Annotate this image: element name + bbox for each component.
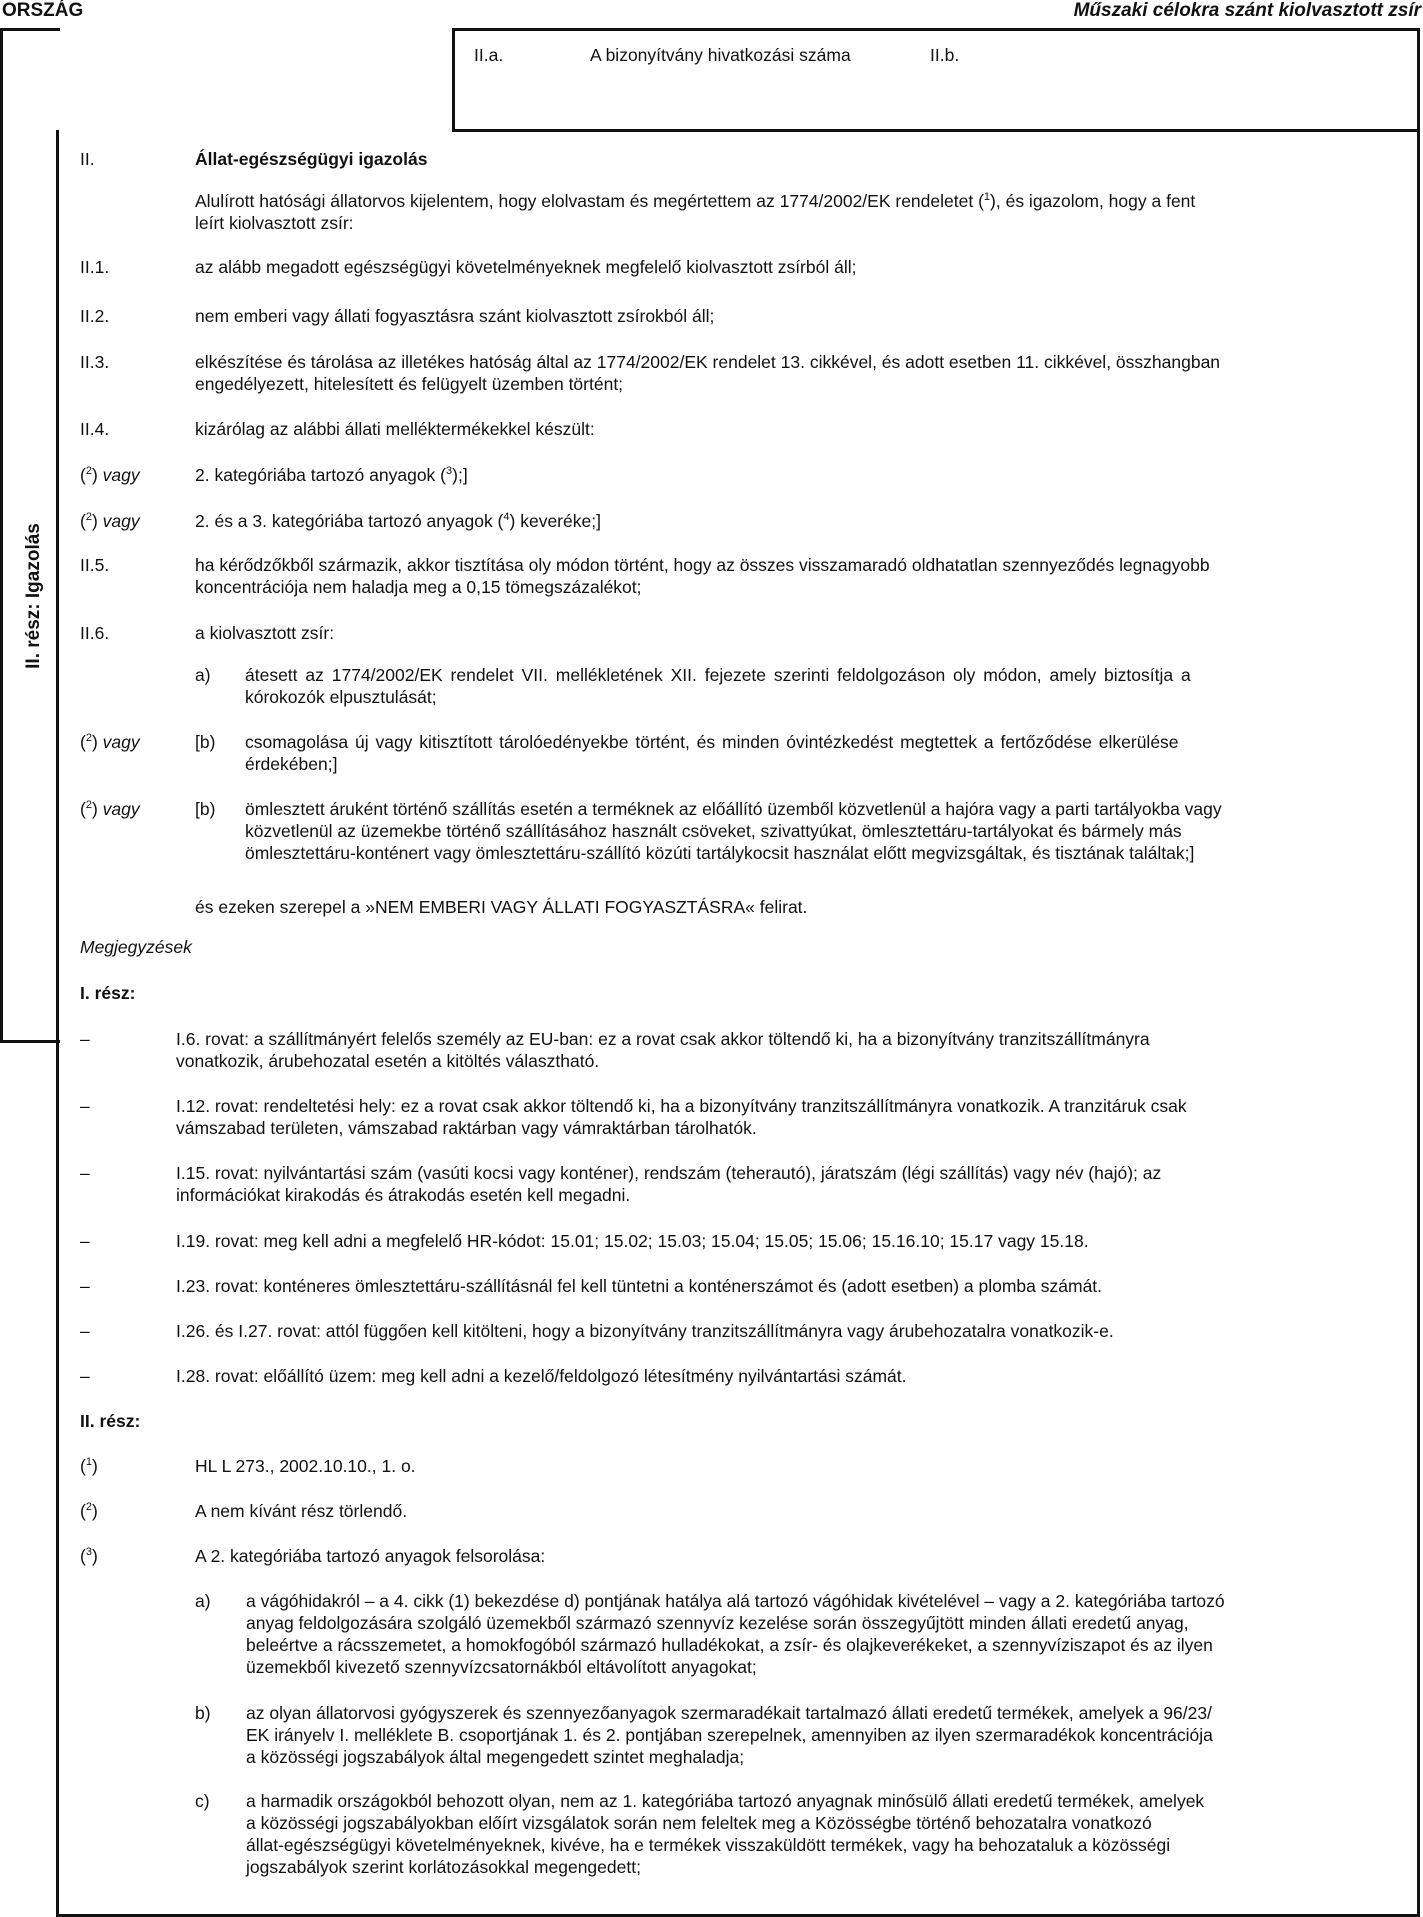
subitem-text-line: csomagolása új vagy kitisztított tárolóedényekbe történt, és minden óvintézkedést megtettek a fertőződése elkerülése xyxy=(245,732,1179,752)
note-line: I.23. rovat: konténeres ömlesztettáru-szállításnál fel kell tüntetni a konténerszámot és (adott esetben) a plomba számát. xyxy=(176,1276,1103,1296)
item-text-line: ha kérődzőkből származik, akkor tisztítása oly módon történt, hogy az összes visszamaradó oldhatatlan szennyeződés legnagyobb xyxy=(195,555,1210,575)
item-text: az alább megadott egészségügyi követelményeknek megfelelő kiolvasztott zsírból áll; xyxy=(195,257,857,277)
footnote-sub-line: üzemekből kivezető szennyvízcsatornákból eltávolított anyagokat; xyxy=(246,1657,757,1677)
option-marker: ($^2$) vagy xyxy=(80,511,140,531)
footnote-sub-line: beleértve a rácsszemetet, a homokfogóból származó hulladékokat, a zsír- és olajkeverékeket, a szennyvíziszapot és az ilyen xyxy=(246,1635,1213,1655)
footnote-sub-line: a vágóhidakról – a 4. cikk (1) bekezdése d) pontjának hatálya alá tartozó vágóhidak kivételével – vagy a 2. kategóriába tartozó xyxy=(246,1591,1225,1611)
item-text-line: koncentrációja nem haladja meg a 0,15 tömegszázalékot; xyxy=(195,577,642,597)
item-text: kizárólag az alábbi állati melléktermékekkel készült: xyxy=(195,419,595,439)
ref-label: A bizonyítvány hivatkozási száma xyxy=(590,45,851,65)
subitem-text-line: átesett az 1774/2002/EK rendelet VII. mellékletének XII. fejezete szerinti feldolgozáson oly módon, amely biztosítja a xyxy=(245,665,1191,685)
subitem-text-line: ömlesztettáru-konténert vagy ömlesztettáru-szállító közúti tartálykocsit használat előtt megvizsgáltak, és tisztának találtak;] xyxy=(245,843,1195,863)
option-marker: ($^2$) vagy xyxy=(80,799,140,819)
note-dash: – xyxy=(80,1029,90,1049)
footnote-sub-line: a közösségi jogszabályokban előírt vizsgálatok során nem feleltek meg a Közösségbe történő behozatalra vonatkozó xyxy=(246,1813,1152,1833)
footnote-text: A 2. kategóriába tartozó anyagok felsorolása: xyxy=(195,1546,546,1566)
footnote-sub-line: EK irányelv I. melléklete B. csoportjának 1. és 2. pontjában szerepelnek, amennyiben az ilyen szermaradékok koncentrációja xyxy=(246,1725,1213,1745)
note-dash: – xyxy=(80,1276,90,1296)
footnote-sub-line: állat-egészségügyi követelményeknek, kivéve, ha e termékek visszaküldött termékek, vagy ha behozataluk a közösségi xyxy=(246,1835,1171,1855)
option-text: 2. kategóriába tartozó anyagok ($^3$);] xyxy=(195,465,468,485)
item-number: II.1. xyxy=(80,257,110,277)
note-line: I.12. rovat: rendeltetési hely: ez a rovat csak akkor töltendő ki, ha a bizonyítvány tranzitszállítmányra vonatkozik. A tranzitáruk csak xyxy=(176,1096,1187,1116)
ref-col-b: II.b. xyxy=(930,45,960,65)
subitem-text-line: közvetlenül az üzemekbe történő szállításához használt csöveket, szivattyúkat, ömlesztettáru-tartályokat és bármely más xyxy=(245,821,1182,841)
subitem-text-line: érdekében;] xyxy=(245,754,338,774)
note-line: I.6. rovat: a szállítmányért felelős személy az EU-ban: ez a rovat csak akkor töltendő ki, ha a bizonyítvány tranzitszállítmányra xyxy=(176,1029,1150,1049)
note-line: I.15. rovat: nyilvántartási szám (vasúti kocsi vagy konténer), rendszám (teherautó), járatszám (légi szállítás) vagy név (hajó); az xyxy=(176,1163,1162,1183)
document-title: Műszaki célokra szánt kiolvasztott zsír xyxy=(1073,0,1421,21)
intro-line-1: Alulírott hatósági állatorvos kijelentem, hogy elolvastam és megértettem az 1774/2002/EK rendeletet ($^1$), és igazolom, hogy a fent xyxy=(195,191,1196,211)
note-line: információkat kirakodás és átrakodás esetén kell megadni. xyxy=(176,1185,631,1205)
footnote-sub-label: a) xyxy=(195,1591,211,1611)
option-marker: ($^2$) vagy xyxy=(80,732,140,752)
footnote-sub-line: az olyan állatorvosi gyógyszerek és szennyezőanyagok szermaradékait tartalmazó állati eredetű termékek, amelyek a 96/23/ xyxy=(246,1703,1212,1723)
subitem-label: a) xyxy=(195,665,211,685)
item-number: II.5. xyxy=(80,555,110,575)
footnote-sub-line: jogszabályok szerint korlátozásokkal megengedett; xyxy=(246,1857,641,1877)
subitem-label: [b) xyxy=(195,732,216,752)
item-text: nem emberi vagy állati fogyasztásra szánt kiolvasztott zsírokból áll; xyxy=(195,306,715,326)
note-line: I.19. rovat: meg kell adni a megfelelő HR-kódot: 15.01; 15.02; 15.03; 15.04; 15.05; 15.06; 15.16.10; 15.17 vagy 15.18. xyxy=(176,1231,1089,1251)
footnote-marker: ($^3$) xyxy=(80,1546,98,1566)
footnote-sub-label: b) xyxy=(195,1703,211,1723)
note-dash: – xyxy=(80,1163,90,1183)
item-number: II.6. xyxy=(80,623,110,643)
option-marker: ($^2$) vagy xyxy=(80,465,140,485)
note-dash: – xyxy=(80,1096,90,1116)
footnote-sub-line: anyag feldolgozására szolgáló üzemekből származó szennyvíz kezelése során összegyűjtött minden állati eredetű anyag, xyxy=(246,1613,1189,1633)
note-dash: – xyxy=(80,1321,90,1341)
note-dash: – xyxy=(80,1366,90,1386)
section-number: II. xyxy=(80,149,95,169)
footnote-marker: ($^1$) xyxy=(80,1456,98,1476)
notes-part2-heading: II. rész: xyxy=(80,1411,141,1431)
item-text: a kiolvasztott zsír: xyxy=(195,623,335,643)
footnote-marker: ($^2$) xyxy=(80,1501,98,1521)
note-dash: – xyxy=(80,1231,90,1251)
option-text: 2. és a 3. kategóriába tartozó anyagok ($^4$) keveréke;] xyxy=(195,511,601,531)
notes-part1-heading: I. rész: xyxy=(80,983,136,1003)
item-number: II.2. xyxy=(80,306,110,326)
subitem-text-line: ömlesztett áruként történő szállítás esetén a terméknek az előállító üzemből közvetlenül a hajóra vagy a parti tartályokba vagy xyxy=(245,799,1222,819)
intro-line-2: leírt kiolvasztott zsír: xyxy=(195,213,354,233)
side-label-frame xyxy=(0,28,60,1043)
subitem-label: [b) xyxy=(195,799,216,819)
header-country: ORSZÁG xyxy=(2,0,84,21)
item-number: II.4. xyxy=(80,419,110,439)
note-line: I.28. rovat: előállító üzem: meg kell adni a kezelő/feldolgozó létesítmény nyilvántartási számát. xyxy=(176,1366,907,1386)
side-label: II. rész: Igazolás xyxy=(23,523,44,669)
note-line: vámszabad területen, vámszabad raktárban vagy vámraktárban tárolhatók. xyxy=(176,1118,757,1138)
footnote-sub-line: a harmadik országokból behozott olyan, nem az 1. kategóriába tartozó anyagnak minősülő állati eredetű termékek, amelyek xyxy=(246,1791,1205,1811)
subitem-text-line: kórokozók elpusztulását; xyxy=(245,687,437,707)
item-number: II.3. xyxy=(80,352,110,372)
ref-col-a: II.a. xyxy=(474,45,504,65)
footnote-text: A nem kívánt rész törlendő. xyxy=(195,1501,408,1521)
footnote-sub-line: a közösségi jogszabályok által megengedett szintet meghaladja; xyxy=(246,1747,745,1767)
note-line: I.26. és I.27. rovat: attól függően kell kitölteni, hogy a bizonyítvány tranzitszállítmányra vagy árubehozatalra vonatkozik-e. xyxy=(176,1321,1114,1341)
section-title: Állat-egészségügyi igazolás xyxy=(195,149,428,169)
notes-heading: Megjegyzések xyxy=(80,937,192,957)
footnote-text: HL L 273., 2002.10.10., 1. o. xyxy=(195,1456,416,1476)
note-line: vonatkozik, árubehozatal esetén a kitöltés választható. xyxy=(176,1051,600,1071)
item-text-line: elkészítése és tárolása az illetékes hatóság által az 1774/2002/EK rendelet 13. cikkével, és adott esetben 11. cikkével, összhangban xyxy=(195,352,1221,372)
footnote-sub-label: c) xyxy=(195,1791,210,1811)
item-text-line: engedélyezett, hitelesített és felügyelt üzemben történt; xyxy=(195,374,624,394)
final-statement: és ezeken szerepel a »NEM EMBERI VAGY ÁLLATI FOGYASZTÁSRA« felirat. xyxy=(195,897,808,917)
